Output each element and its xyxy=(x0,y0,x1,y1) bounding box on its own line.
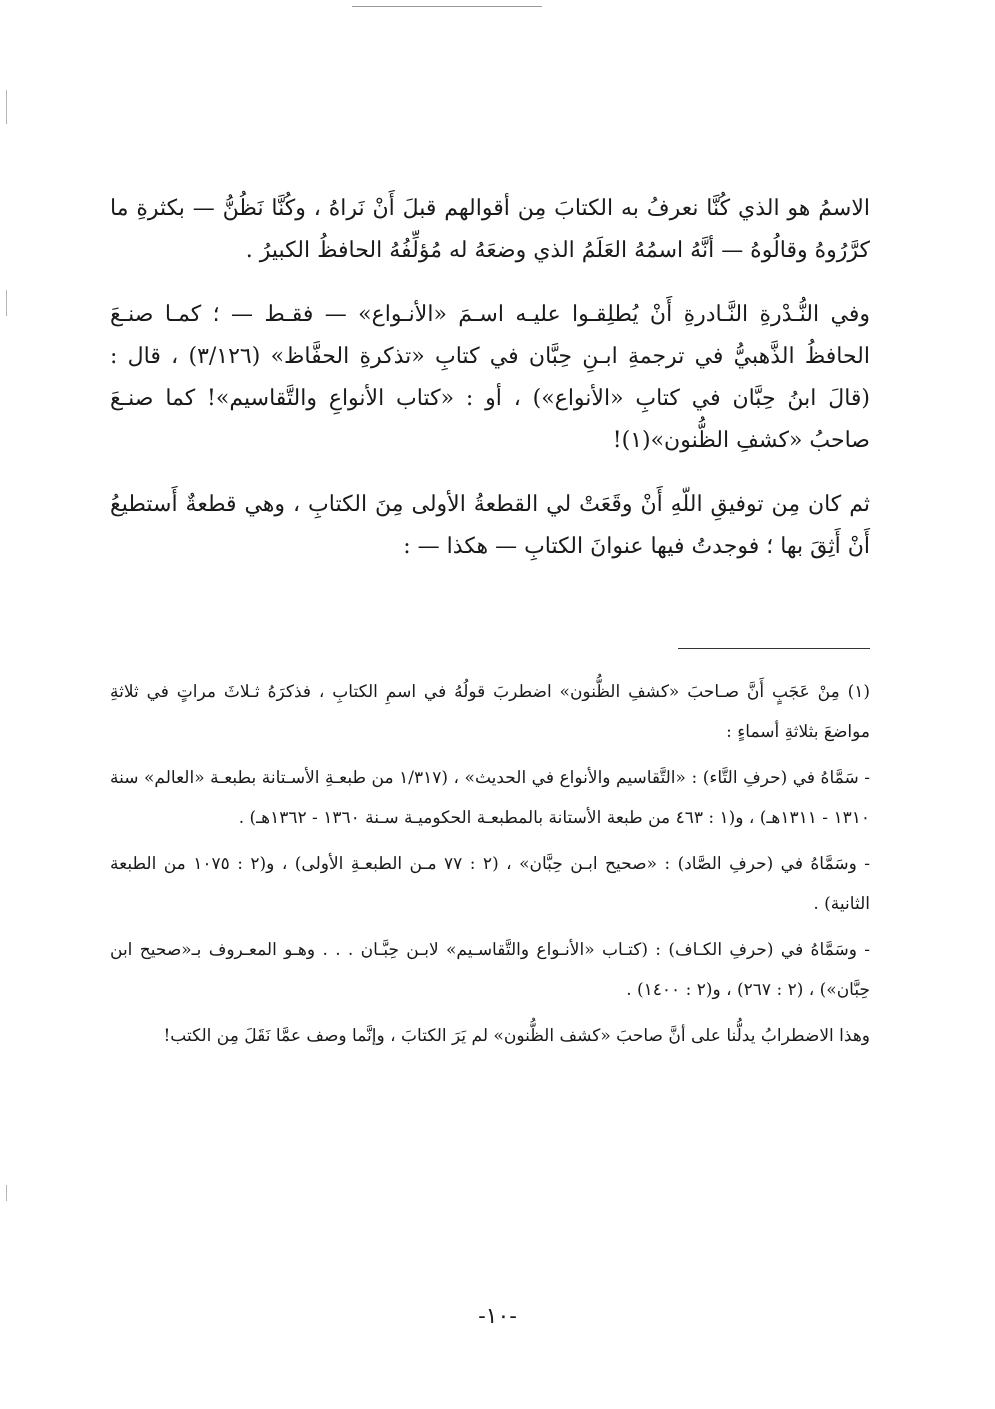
body-paragraph: الاسمُ هو الذي كُنَّا نعرفُ به الكتابَ مِن أقوالهم قبلَ أَنْ نَراهُ ، وكُنَّا نَظُنُّ — بكثرةِ ما كرَّرُوهُ وقالُوهُ — أنَّهُ اسمُهُ العَلَمُ الذي وضعَهُ له مُؤلِّفُهُ الحافظُ الكبيرُ . xyxy=(110,196,870,263)
footnotes xyxy=(110,672,870,1056)
footnote-paragraph: - سَمَّاهُ في (حرفِ التَّاء) : «التَّقاسيم والأنواع في الحديث» ، (١/٣١٧ من طبعـةِ الأسـتانة بطبعـة «العالم» سنة ١٣١٠ - ١٣١١هـ) ، و(١ : ٤٦٣ من طبعة الأستانة بالمطبعـة الحكوميـة سـنة ١٣٦٠ - ١٣٦٢هـ) . xyxy=(110,768,870,828)
scan-margin-mark xyxy=(6,90,7,124)
footnote-paragraph: - وسَمَّاهُ في (حرفِ الكـاف) : (كتـاب «الأنـواع والتَّقاسـيم» لابـن حِبَّـان . . . وهـو المعـروف بـ«صحيح ابن حِبَّان») ، (٢ : ٢٦٧) ، و(٢ : ١٤٠٠) . xyxy=(110,940,870,1000)
footnote-paragraph: - وسَمَّاهُ في (حرفِ الصَّاد) : «صحيح ابـن حِبَّان» ، (٢ : ٧٧ مـن الطبعـةِ الأولى) ، و(٢ : ١٠٧٥ من الطبعة الثانية) . xyxy=(110,854,870,914)
header-rule xyxy=(352,6,542,7)
page-number: -١٠- xyxy=(478,1304,517,1329)
footnote-separator xyxy=(678,648,870,649)
footnote-paragraph: وهذا الاضطرابُ يدلُّنا على أنَّ صاحبَ «كشف الظُّنون» لم يَرَ الكتابَ ، وإنَّما وصف عمَّا نَقَلَ مِن الكتب! xyxy=(163,1026,870,1046)
body-paragraph: وفي النُّـدْرةِ النَّـادرةِ أَنْ يُطلِقـوا عليـه اسـمَ «الأنـواع» — فقـط — ؛ كمـا صنـعَ الحافظُ الذَّهبيُّ في ترجمةِ ابـنِ حِبَّان في كتابِ «تذكرةِ الحفَّاظ» (٣/١٢٦) ، قال : (قالَ ابنُ حِبَّان في كتابِ «الأنواع») ، أو : «كتاب الأنواعِ والتَّقاسيم»! كما صنـعَ صاحبُ «كشفِ الظُّنون»(١)! xyxy=(110,302,870,453)
main-text xyxy=(110,188,870,568)
scan-margin-mark xyxy=(6,1185,7,1201)
footnote-paragraph: (١) مِنْ عَجَبٍ أَنَّ صـاحبَ «كشفِ الظُّنون» اضطربَ قولُهُ في اسمِ الكتابِ ، فذكرَهُ ثـلاثَ مراتٍ في ثلاثةِ مواضعَ بثلاثةِ أسماءٍ : xyxy=(110,682,870,742)
scan-margin-mark xyxy=(6,290,7,316)
body-paragraph: ثم كان مِن توفيقِ اللّهِ أَنْ وقَعَتْ لي القطعةُ الأولى مِنَ الكتابِ ، وهي قطعةٌ أَستطيعُ أَنْ أَثِقَ بها ؛ فوجدتُ فيها عنوانَ الكتابِ — هكذا — : xyxy=(110,492,870,559)
